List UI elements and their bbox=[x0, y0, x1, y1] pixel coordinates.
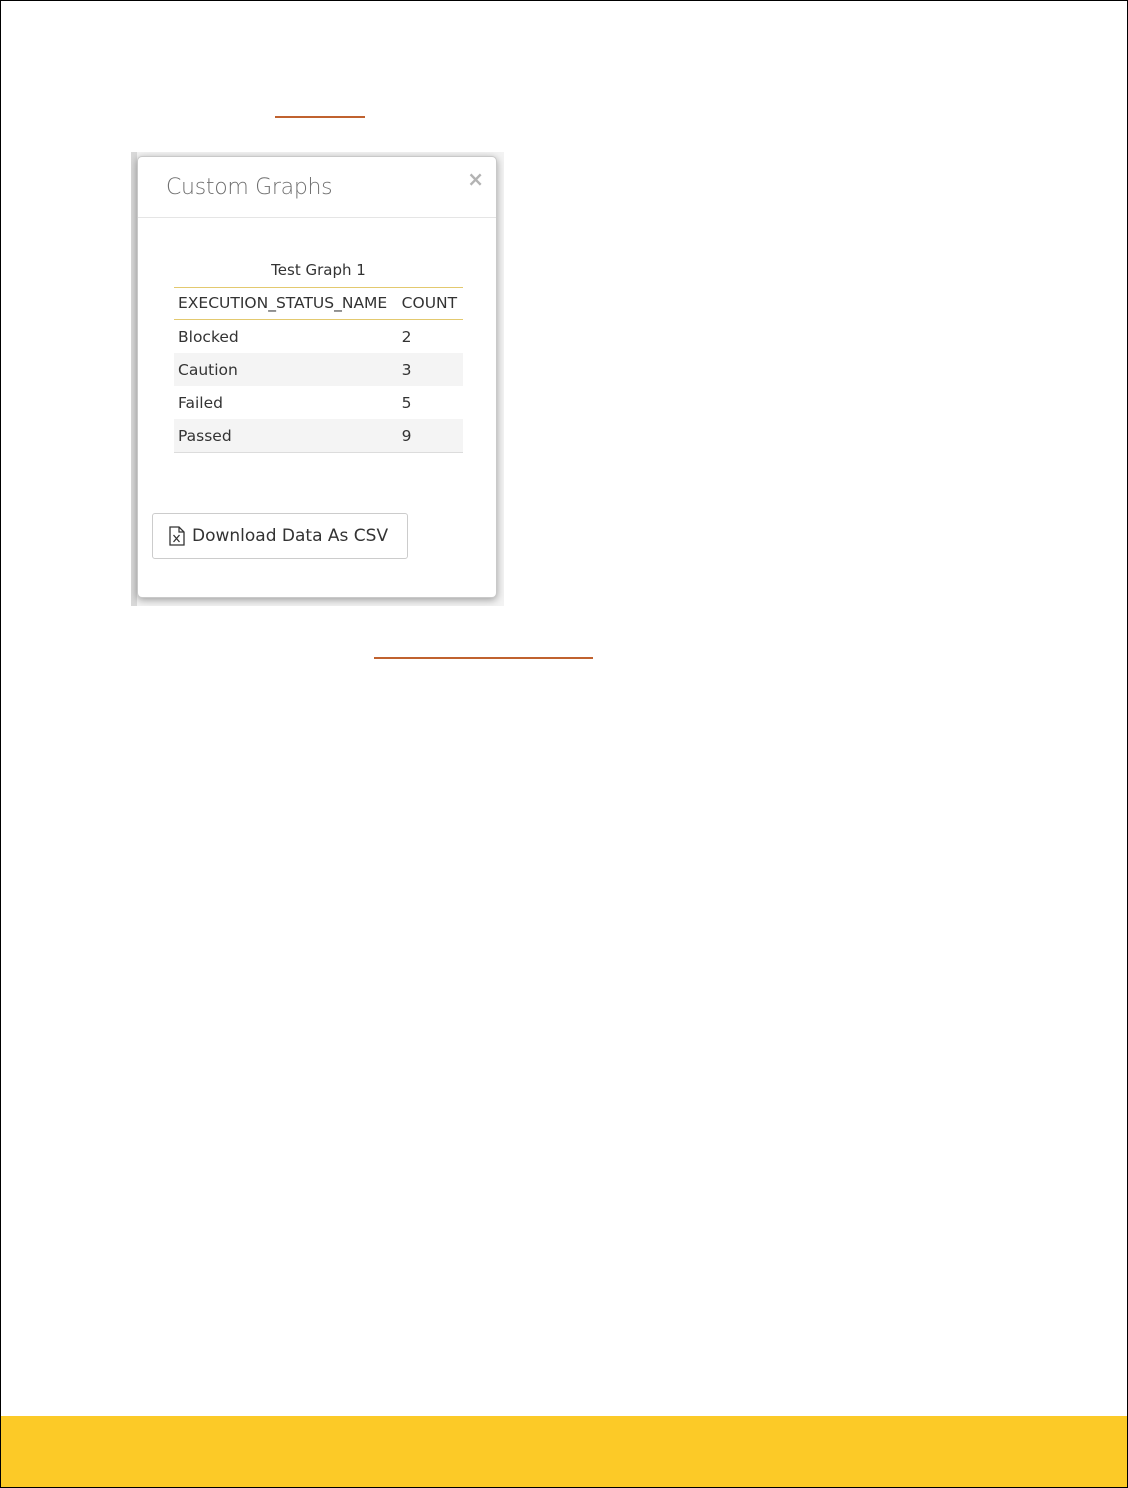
table-row bbox=[174, 419, 463, 453]
cell-status-name: Failed bbox=[178, 393, 223, 412]
table-row bbox=[174, 320, 463, 354]
footer-band bbox=[1, 1416, 1127, 1487]
cell-count: 9 bbox=[398, 419, 463, 453]
cell-status-name: Caution bbox=[174, 353, 398, 386]
file-excel-icon bbox=[169, 526, 185, 546]
download-csv-button[interactable] bbox=[152, 513, 408, 559]
table-header-row bbox=[174, 288, 463, 320]
hyperlink-underline[interactable] bbox=[275, 116, 365, 118]
graph-data-table bbox=[174, 287, 463, 453]
download-csv-label: Download Data As CSV bbox=[192, 526, 389, 546]
cell-status-name: Passed bbox=[174, 419, 398, 453]
cell-count: 2 bbox=[401, 327, 412, 346]
cell-count: 3 bbox=[398, 353, 463, 386]
graph-title: Test Graph 1 bbox=[271, 261, 366, 279]
close-icon[interactable]: × bbox=[467, 167, 484, 191]
table-row bbox=[174, 386, 463, 419]
custom-graphs-dialog bbox=[137, 156, 497, 598]
embedded-screenshot bbox=[131, 152, 504, 606]
cell-count: 5 bbox=[401, 393, 412, 412]
column-header-status: EXECUTION_STATUS_NAME bbox=[174, 288, 398, 320]
dialog-title: Custom Graphs bbox=[166, 175, 333, 200]
column-header-count: COUNT bbox=[398, 288, 463, 320]
hyperlink-underline[interactable] bbox=[374, 657, 593, 659]
table-row bbox=[174, 353, 463, 386]
dialog-header bbox=[138, 157, 496, 218]
cell-status-name: Blocked bbox=[178, 327, 239, 346]
